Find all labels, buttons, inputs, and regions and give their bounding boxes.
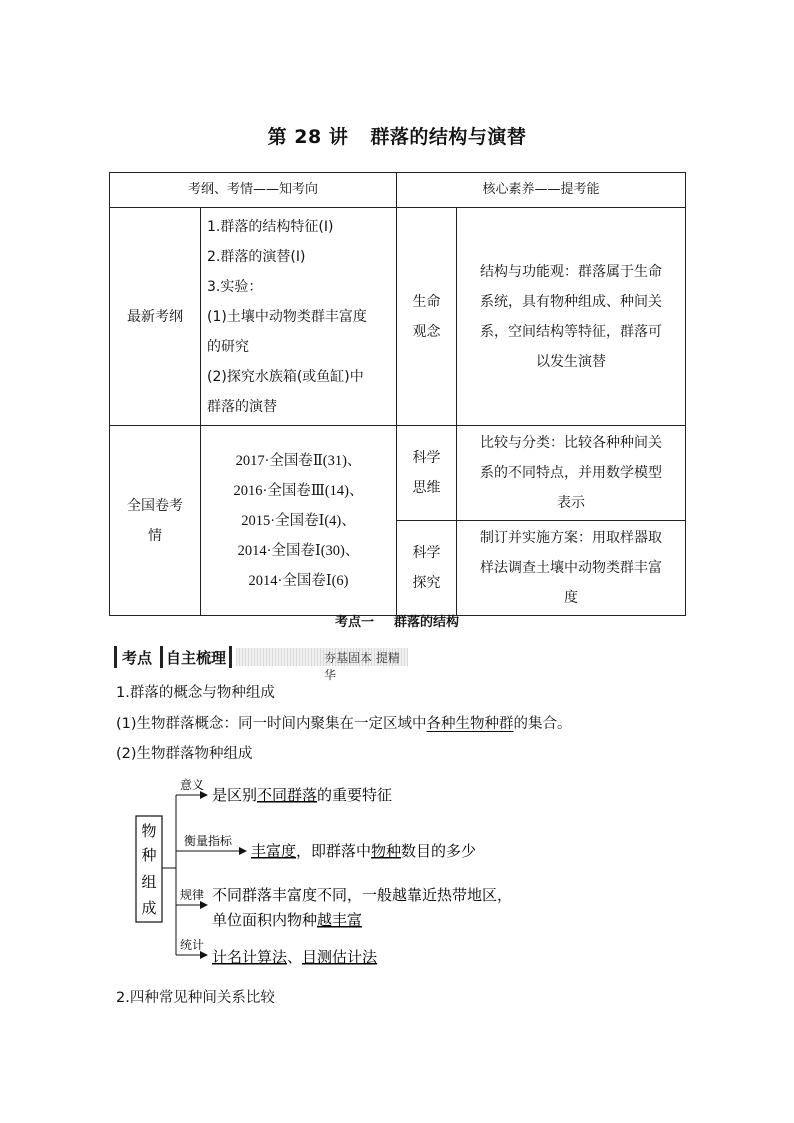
exam-item: 2014·全国卷Ⅰ(30)、 xyxy=(237,542,360,559)
label-line: 思维 xyxy=(412,480,441,496)
paragraph-2: (2)生物群落物种组成 xyxy=(116,746,253,762)
branch-tag-rule: 规律 xyxy=(180,888,205,902)
table-header-left: 考纲、考情——知考向 xyxy=(110,173,397,208)
box-char: 成 xyxy=(141,901,157,917)
underlined-term: 目测估计法 xyxy=(302,950,378,966)
banner-label-a: 考点 xyxy=(122,649,153,667)
branch-text xyxy=(212,949,378,966)
label-line: 探究 xyxy=(412,575,441,591)
row-label-syllabus: 最新考纲 xyxy=(110,208,201,426)
underlined-term: 各种生物种群 xyxy=(426,716,514,732)
text-run: 单位面积内物种 xyxy=(212,913,318,929)
text-line: 度 xyxy=(564,590,579,606)
text-line: 系的不同特点，并用数学模型 xyxy=(480,465,663,481)
text-line: 系，空间结构等特征，群落可 xyxy=(480,323,663,340)
underlined-term: 不同群落 xyxy=(257,788,318,804)
label-line: 情 xyxy=(148,527,162,544)
branch-text: 不同群落丰富度不同，一般越靠近热带地区， xyxy=(212,888,513,904)
text-line: 表示 xyxy=(557,495,586,511)
syllabus-item: (2)探究水族箱(或鱼缸)中 xyxy=(207,368,364,385)
section-prefix: 考点一 xyxy=(334,615,374,630)
branch-tag-meaning: 意义 xyxy=(180,778,205,792)
lecture-number: 第 28 讲 xyxy=(267,126,349,148)
box-char: 物 xyxy=(141,824,157,840)
text-run: 数目的多少 xyxy=(401,844,477,860)
branch-text xyxy=(212,786,392,804)
syllabus-item: 1.群落的结构特征(Ⅰ) xyxy=(207,218,334,235)
table-header-right: 核心素养——提考能 xyxy=(397,173,686,208)
syllabus-item: (1)土壤中动物类群丰富度 xyxy=(207,308,367,325)
syllabus-item: 的研究 xyxy=(207,338,249,355)
branch-tag-statistics: 统计 xyxy=(180,938,205,952)
text-line: 结构与功能观：群落属于生命 xyxy=(480,263,663,280)
label-line: 科学 xyxy=(412,450,441,466)
text-run: 的重要特征 xyxy=(317,788,393,804)
box-char: 组 xyxy=(141,875,157,891)
underlined-term: 计名计算法 xyxy=(212,950,288,966)
exam-item: 2017·全国卷Ⅱ(31)、 xyxy=(235,452,362,469)
syllabus-item: 3.实验： xyxy=(207,278,263,295)
underlined-term: 越丰富 xyxy=(317,913,363,929)
branch-tag-measure: 衡量指标 xyxy=(184,834,233,848)
text-run: 的集合。 xyxy=(513,716,572,732)
banner-slogan: 夯基固本 提精华 xyxy=(324,651,400,682)
text-run: ，即群落中 xyxy=(296,844,372,860)
syllabus-item: 2.群落的演替(Ⅰ) xyxy=(207,248,306,265)
section-name: 群落的结构 xyxy=(394,615,460,630)
text-line: 比较与分类：比较各种种间关 xyxy=(480,435,663,451)
label-line: 科学 xyxy=(412,545,441,561)
text-line: 以发生演替 xyxy=(536,353,607,370)
text-run: (1)生物群落概念：同一时间内聚集在一定区域中 xyxy=(116,716,427,732)
exam-item: 2015·全国卷Ⅰ(4)、 xyxy=(241,512,356,529)
underlined-term: 丰富度 xyxy=(251,844,297,860)
text-run: 、 xyxy=(287,950,303,966)
heading-2: 2.四种常见种间关系比较 xyxy=(116,990,275,1006)
label-line: 观念 xyxy=(412,323,441,340)
label-line: 全国卷考 xyxy=(127,497,183,514)
text-line: 系统，具有物种组成、种间关 xyxy=(480,293,663,310)
text-run: 是区别 xyxy=(212,788,258,804)
exam-item: 2014·全国卷Ⅰ(6) xyxy=(248,572,349,589)
box-char: 种 xyxy=(141,848,157,864)
label-line: 生命 xyxy=(412,293,441,310)
text-line: 制订并实施方案：用取样器取 xyxy=(480,530,663,546)
text-line: 样法调查土壤中动物类群丰富 xyxy=(480,560,663,576)
exam-item: 2016·全国卷Ⅲ(14)、 xyxy=(233,482,364,499)
heading-1: 1.群落的概念与物种组成 xyxy=(116,685,275,701)
underlined-term: 物种 xyxy=(371,844,402,860)
branch-text xyxy=(251,842,476,860)
branch-text xyxy=(212,911,362,929)
lecture-topic: 群落的结构与演替 xyxy=(370,126,527,148)
banner-label-b: 自主梳理 xyxy=(166,649,227,667)
syllabus-item: 群落的演替 xyxy=(207,398,277,415)
